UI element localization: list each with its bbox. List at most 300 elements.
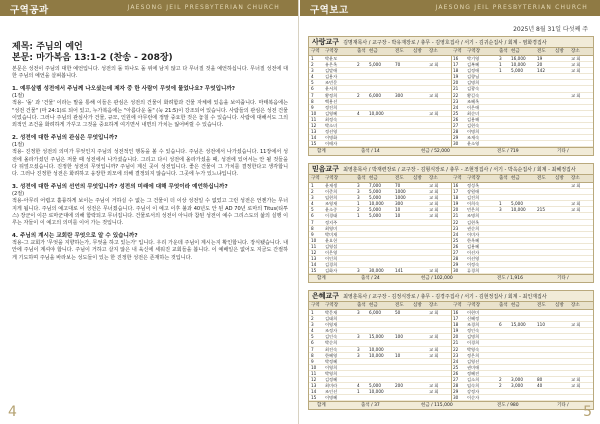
- table-cell: 박영숙: [467, 346, 480, 352]
- table-cell: 윤요헌: [325, 237, 338, 243]
- table-cell: 3: [311, 195, 314, 201]
- table-cell: 이영재: [325, 322, 338, 328]
- total-ev: 전도 / 719: [497, 149, 519, 155]
- table-cell: 최미라: [325, 383, 338, 389]
- table-cell: 박정혜: [325, 358, 338, 364]
- table-cell: 14: [311, 389, 317, 395]
- group-totals: [309, 274, 593, 282]
- table-cell: 이은영: [325, 250, 338, 256]
- right-church-name: JAESONG JEIL PRESBYTERIAN CHURCH: [435, 4, 588, 11]
- table-cell: 1: [357, 389, 360, 395]
- table-cell: 5,000: [369, 383, 381, 389]
- group-leaders: 김명재목사 / 교구장 - 박유재장로 / 총무 - 김영호집사 / 서기 - 김귀순집사 / 회계 - 염화경집사: [343, 40, 547, 46]
- table-cell: 4: [357, 383, 360, 389]
- table-cell: 4: [311, 328, 314, 334]
- table-cell: 12: [311, 377, 317, 383]
- column-header: 구역: [311, 176, 320, 181]
- table-cell: 김현숙: [467, 123, 480, 129]
- table-cell: 교 회: [429, 346, 439, 352]
- table-cell: 23: [453, 352, 459, 358]
- table-cell: 김정애: [467, 68, 480, 74]
- column-header: 헌금: [511, 303, 520, 308]
- table-divider: [451, 310, 452, 401]
- table-cell: 김용자: [325, 74, 338, 80]
- table-cell: 5,000: [511, 68, 523, 74]
- table-cell: 5,000: [369, 195, 381, 201]
- table-cell: 5,000: [369, 62, 381, 68]
- table-cell: 박문재: [325, 310, 338, 315]
- table-cell: 1000: [395, 195, 406, 201]
- left-church-name: JAESONG JEIL PRESBYTERIAN CHURCH: [127, 4, 280, 11]
- table-cell: 23: [453, 98, 459, 104]
- table-cell: 한혜영: [325, 352, 338, 358]
- table-cell: 3,000: [511, 377, 523, 383]
- table-cell: 교 회: [429, 195, 439, 201]
- table-cell: 백용선: [325, 98, 338, 104]
- table-cell: 김영혜: [325, 110, 338, 116]
- table-cell: 이명혜: [325, 395, 338, 401]
- table-cell: 4: [311, 201, 314, 207]
- table-cell: 21: [453, 340, 459, 346]
- table-cell: 김향님: [467, 74, 480, 80]
- table-cell: 29: [453, 262, 459, 268]
- column-header: 전도: [395, 176, 404, 181]
- group-name: 사랑교구: [312, 38, 340, 46]
- table-cell: 교 회: [429, 62, 439, 68]
- table-cell: 20: [537, 62, 543, 68]
- table-cell: 조인선: [325, 389, 338, 395]
- total-att: 출석 / 24: [361, 276, 380, 282]
- table-cell: 15: [311, 141, 317, 147]
- table-cell: 교 회: [429, 201, 439, 207]
- right-section-title: 구역보고: [310, 5, 349, 16]
- table-cell: 박영희: [325, 370, 338, 376]
- total-label: 합계: [317, 403, 326, 409]
- table-cell: 김경희: [325, 262, 338, 268]
- table-cell: 박소녀: [325, 123, 338, 129]
- table-cell: 교 회: [429, 183, 439, 188]
- table-cell: 10: [311, 110, 317, 116]
- table-cell: 10,000: [369, 346, 384, 352]
- table-cell: 3: [357, 346, 360, 352]
- right-page-report: [300, 0, 600, 424]
- table-cell: 김용해: [467, 116, 480, 122]
- table-cell: 10: [311, 364, 317, 370]
- group-name: 은혜교구: [312, 292, 340, 300]
- table-cell: 22: [453, 346, 459, 352]
- table-cell: 30: [453, 395, 459, 401]
- table-cell: 박순희: [325, 340, 338, 346]
- table-cell: 29: [453, 389, 459, 395]
- table-cell: 조민문: [325, 80, 338, 86]
- table-cell: 3,000: [511, 383, 523, 389]
- total-ev: 전도 / 980: [497, 403, 519, 409]
- table-cell: 정성옥: [467, 183, 480, 188]
- table-cell: 강정자: [467, 389, 480, 395]
- table-cell: 22: [453, 92, 459, 98]
- lesson-answer: 적용- 진정한 성전의 의미가 무엇인지 주님의 성전적인 행동을 볼 수 있습니다. 주님은 성전에서 나가셨습니다. 11장에서 성전에 올라가셨던 주님은 저물 때 성전에서 나가셨습니다. 그리고 다시 성전에 올라가셨을 때, 성전에 있어서는 안 될 것들을 다 뒤엎으셨습니다. 진정한 성전의 무엇입니까? 주님이 계신 곳이 성전입니다. 좋은 건물이 그 가치를 결정한다고 생각합니다. 그러나 진정한 성전은 화려하고 웅장한 외모에 의해 결정되지 않습니다. 그곳에 누가 있느냐입니다.: [12, 149, 288, 178]
- table-cell: 임숙희: [467, 383, 480, 389]
- total-off: 헌금 / 115,000: [421, 403, 453, 409]
- lesson-answer: 적용- '돌' 과 '건물' 이라는 말을 통해 이들은 관심은 성전의 건물이 화려함과 건물 자체에 있음을 보여줍니다. 마태복음에는 "성전 건물" (마 24:1)로 되어 있고, 누가복음에는 "아름다운 돌" (눅 21:5)이 강조되어 있습니다. 사람들의 관심은 성전 건물이었습니다. 그러나 주님의 관심사가 건물, 규모, 인원에 아무런에 정말 중요한 것은 놓칠 수 있습니다. 사람에 대해서도 그의 외적인 조건을 화려하게 가꾸고 그것을 중요하게 여기면서 내면의 가치는 잃어버릴 수 있습니다.: [12, 100, 289, 129]
- table-cell: 이순자: [467, 395, 480, 401]
- total-att: 출석 / 14: [361, 149, 380, 155]
- table-cell: 7: [311, 346, 314, 352]
- table-cell: 이미자: [467, 231, 480, 237]
- column-header: 전도: [395, 49, 404, 54]
- table-cell: 3: [311, 68, 314, 74]
- table-cell: 4: [311, 74, 314, 80]
- table-cell: 신혜정: [467, 316, 480, 322]
- table-cell: 3: [311, 322, 314, 328]
- table-cell: 200: [395, 383, 403, 389]
- table-cell: 10,000: [369, 389, 384, 395]
- table-cell: 19: [453, 74, 459, 80]
- lesson-verse-label: (1절): [12, 93, 25, 100]
- column-headers: [309, 302, 593, 310]
- table-cell: 3: [357, 310, 360, 315]
- table-cell: 3: [357, 183, 360, 188]
- table-cell: 교 회: [571, 201, 581, 207]
- column-header: 심방: [413, 49, 422, 54]
- table-cell: 80: [537, 377, 543, 383]
- lesson-title: 제목: 주님의 예언: [12, 42, 83, 52]
- table-cell: 교 회: [429, 213, 439, 219]
- table-cell: 정인숙: [467, 328, 480, 334]
- table-cell: 이정숙: [467, 262, 480, 268]
- report-date: 2025년 8월 31일 다섯째 주: [513, 26, 588, 33]
- table-cell: 7: [311, 219, 314, 225]
- column-header: 심방: [413, 176, 422, 181]
- lesson-verse-label: (2절): [12, 191, 25, 198]
- table-cell: 이경태: [325, 213, 338, 219]
- table-cell: 16: [453, 183, 459, 188]
- table-cell: 10: [395, 213, 401, 219]
- table-cell: 70: [395, 62, 401, 68]
- left-page-lesson: [0, 0, 299, 424]
- table-cell: 300: [395, 92, 403, 98]
- table-cell: 1: [357, 213, 360, 219]
- table-cell: 권순희: [467, 225, 480, 231]
- table-cell: 교 회: [429, 334, 439, 340]
- table-cell: 11: [311, 243, 317, 249]
- total-off: 헌금 / 102,000: [421, 276, 453, 282]
- column-header: 헌금: [369, 303, 378, 308]
- column-header: 장소: [571, 176, 580, 181]
- column-header: 구역: [453, 49, 462, 54]
- table-cell: 3: [499, 207, 502, 213]
- column-header: 구역: [453, 176, 462, 181]
- table-cell: 교 회: [429, 92, 439, 98]
- table-cell: 1000: [395, 189, 406, 195]
- table-cell: 18: [453, 68, 459, 74]
- right-banner: [300, 0, 600, 16]
- column-header: 장소: [571, 49, 580, 54]
- table-cell: 1: [311, 310, 314, 315]
- column-header: 전도: [395, 303, 404, 308]
- table-cell: 조재숙: [467, 135, 480, 141]
- table-cell: 조혜옥: [467, 98, 480, 104]
- column-header: 심방: [555, 49, 564, 54]
- table-cell: 윤소영: [467, 141, 480, 147]
- table-cell: 김인숙: [325, 334, 338, 340]
- table-cell: 교 회: [429, 389, 439, 395]
- table-cell: 8: [311, 352, 314, 358]
- table-cell: 김소희: [467, 377, 480, 383]
- table-cell: 10,000: [369, 110, 384, 116]
- table-cell: 1: [311, 183, 314, 188]
- total-etc: 기타 /: [557, 403, 569, 409]
- column-header: 구역: [311, 303, 320, 308]
- total-label: 합계: [317, 276, 326, 282]
- table-cell: 17: [453, 316, 459, 322]
- table-cell: 정진희: [325, 104, 338, 110]
- total-etc: 기타 /: [557, 149, 569, 155]
- table-cell: 교 회: [429, 383, 439, 389]
- table-cell: 7: [311, 92, 314, 98]
- table-cell: 교 회: [429, 268, 439, 274]
- table-cell: 이희숙: [467, 201, 480, 207]
- table-cell: 조경희: [467, 322, 480, 328]
- table-cell: 8: [311, 225, 314, 231]
- table-cell: 이인희: [325, 256, 338, 262]
- column-header: 전도: [537, 303, 546, 308]
- table-cell: 최영미: [325, 225, 338, 231]
- table-cell: 10: [395, 207, 401, 213]
- table-cell: 김진희: [467, 195, 480, 201]
- table-cell: 5,000: [369, 213, 381, 219]
- table-cell: 11: [311, 370, 317, 376]
- table-cell: 10,000: [369, 352, 384, 358]
- column-header: 헌금: [369, 49, 378, 54]
- lesson-question: 3. 성전에 대한 주님의 선언의 무엇입니까? 성전의 미래에 대해 무엇이라 예언하십니까?: [12, 183, 228, 190]
- table-divider: [451, 56, 452, 147]
- table-cell: 25: [453, 237, 459, 243]
- table-cell: 17: [453, 189, 459, 195]
- table-cell: 이명희: [467, 129, 480, 135]
- table-cell: 10: [395, 352, 401, 358]
- table-cell: 15: [311, 268, 317, 274]
- table-cell: 최순녀: [467, 110, 480, 116]
- column-header: 구역: [311, 49, 320, 54]
- table-divider: [451, 183, 452, 274]
- table-cell: 5: [311, 80, 314, 86]
- table-cell: 박기영: [467, 56, 480, 61]
- total-off: 헌금 / 52,000: [421, 149, 450, 155]
- table-cell: 교 회: [429, 352, 439, 358]
- table-cell: 정선영: [325, 129, 338, 135]
- group-rows: [309, 310, 593, 401]
- table-cell: 14: [311, 135, 317, 141]
- table-cell: 교 회: [571, 383, 581, 389]
- table-cell: 윤서희: [325, 86, 338, 92]
- table-cell: 29: [453, 135, 459, 141]
- table-cell: 최진숙: [325, 346, 338, 352]
- table-cell: 한옥혜: [467, 237, 480, 243]
- group-totals: [309, 147, 593, 155]
- table-cell: 40: [537, 383, 543, 389]
- table-cell: 10,000: [511, 207, 526, 213]
- table-cell: 김영선: [467, 358, 480, 364]
- lesson-verse-label: (1절): [12, 142, 25, 149]
- table-cell: 김화자: [325, 268, 338, 274]
- table-cell: 100: [395, 334, 403, 340]
- group-header: [309, 164, 593, 175]
- table-cell: 류경희: [467, 268, 480, 274]
- group-rows: [309, 183, 593, 274]
- group-totals: [309, 401, 593, 409]
- table-cell: 15: [311, 395, 317, 401]
- column-header: 출석: [357, 176, 366, 181]
- table-cell: 3: [357, 352, 360, 358]
- group-table: [308, 163, 594, 283]
- table-cell: 6,000: [369, 310, 381, 315]
- table-cell: 23: [453, 225, 459, 231]
- table-cell: 18: [453, 322, 459, 328]
- table-cell: 교 회: [571, 68, 581, 74]
- table-cell: 19: [453, 201, 459, 207]
- column-headers: [309, 48, 593, 56]
- table-cell: 12: [311, 123, 317, 129]
- table-cell: 26: [453, 243, 459, 249]
- column-header: 헌금: [511, 176, 520, 181]
- table-cell: 장원애: [467, 189, 480, 195]
- table-cell: 최정숙: [325, 116, 338, 122]
- table-cell: 15,000: [511, 322, 526, 328]
- table-cell: 3: [499, 56, 502, 61]
- table-cell: 6: [311, 213, 314, 219]
- total-att: 출석 / 37: [361, 403, 380, 409]
- table-cell: 이명화: [325, 135, 338, 141]
- table-cell: 300: [395, 201, 403, 207]
- group-table: [308, 290, 594, 410]
- table-cell: 교 회: [571, 92, 581, 98]
- column-header: 출석: [357, 303, 366, 308]
- table-cell: 2: [357, 207, 360, 213]
- table-cell: 8: [311, 98, 314, 104]
- table-cell: 이은애: [467, 104, 480, 110]
- table-cell: 30: [453, 268, 459, 274]
- group-table: [308, 36, 594, 156]
- table-cell: 정혜진: [467, 370, 480, 376]
- table-cell: 교 회: [571, 56, 581, 61]
- table-cell: 교 회: [571, 377, 581, 383]
- total-label: 합계: [317, 149, 326, 155]
- table-cell: 6: [311, 86, 314, 92]
- table-cell: 이영희: [325, 364, 338, 370]
- right-page-number: 5: [583, 404, 592, 420]
- table-cell: 18: [453, 195, 459, 201]
- table-cell: 15,000: [369, 334, 384, 340]
- table-cell: 정은희: [467, 352, 480, 358]
- left-banner: [0, 0, 298, 16]
- column-headers: [309, 175, 593, 183]
- group-header: [309, 37, 593, 48]
- group-leaders: 최영훈목사 / 박재련장로 / 교구장 - 김형식장로 / 총무 - 조현정집사 / 서기 - 박옥순집사 / 회계 - 최혜정집사: [343, 167, 576, 173]
- column-header: 구역장: [325, 303, 339, 308]
- table-cell: 10,000: [369, 201, 384, 207]
- column-header: 심방: [413, 303, 422, 308]
- table-cell: 정지주: [325, 219, 338, 225]
- table-cell: 3: [357, 189, 360, 195]
- table-cell: 13: [311, 383, 317, 389]
- table-cell: 김현옥: [467, 219, 480, 225]
- column-header: 구역장: [467, 303, 481, 308]
- table-cell: 교 회: [571, 183, 581, 188]
- table-cell: 2: [311, 189, 314, 195]
- table-cell: 조영재: [325, 201, 338, 207]
- table-cell: 24: [453, 231, 459, 237]
- column-header: 심방: [555, 176, 564, 181]
- table-cell: 2: [499, 377, 502, 383]
- column-header: 헌금: [511, 49, 520, 54]
- table-cell: 임현희: [325, 195, 338, 201]
- lesson-question: 1. 예루살렘 성전에서 주님께 나오셨는데 제자 중 한 사람이 무엇에 물었나요? 무엇입니까?: [12, 85, 236, 92]
- table-cell: 30,000: [369, 268, 384, 274]
- table-cell: 20: [453, 334, 459, 340]
- table-cell: 권미애: [467, 364, 480, 370]
- table-cell: 25: [453, 110, 459, 116]
- lesson-answer: 적용-아무리 어렵고 훌륭하게 보이는 주님이 거하실 수 없는 그 건물이 더 이상 성전일 수 없었고 그런 성전은 언젠가는 무너지게 됩니다. 주님의 예고대로 이 성전은 무너졌습니다. 주님이 이 예고 이후 불과 40년도 안 된 AD 70년 로마의 Titus(티투스) 장군이 이끈 로마군대에 의해 함락되고 무너집니다. 건물로서의 성전이 아니라 참된 성전이 예수 그리스도의 삶의 실행 이루는 자들이 이 예고의 의미를 이어 가는 것입니다.: [12, 198, 288, 227]
- table-cell: 9: [311, 104, 314, 110]
- table-cell: 6: [311, 340, 314, 346]
- table-cell: 박윤모: [325, 56, 338, 61]
- column-header: 헌금: [369, 176, 378, 181]
- table-cell: 김용혜: [467, 243, 480, 249]
- table-cell: 이현미: [467, 310, 480, 315]
- table-cell: 이경희: [467, 340, 480, 346]
- table-cell: 조정자: [325, 328, 338, 334]
- table-cell: 황길숙: [467, 92, 480, 98]
- table-cell: 5: [311, 207, 314, 213]
- table-cell: 24: [453, 104, 459, 110]
- table-cell: 교 회: [571, 322, 581, 328]
- table-cell: 14: [311, 262, 317, 268]
- table-cell: 28: [453, 256, 459, 262]
- table-cell: 조명희: [467, 213, 480, 219]
- column-header: 장소: [429, 303, 438, 308]
- table-cell: 1: [499, 68, 502, 74]
- lesson-intro: 본문은 성전이 주님의 대한 예언입니다. 성전의 돌 하나도 돌 위에 남지 않고 다 무너질 것을 예언하십니다. 무너질 성전에 대한 주님의 예언을 살펴봅니다.: [12, 66, 288, 80]
- table-cell: 교 회: [429, 189, 439, 195]
- table-cell: 20: [453, 207, 459, 213]
- column-header: 구역장: [467, 176, 481, 181]
- table-cell: 11: [311, 116, 317, 122]
- table-cell: 이선영: [467, 256, 480, 262]
- left-page-number: 4: [8, 404, 17, 420]
- table-cell: 3: [357, 268, 360, 274]
- table-cell: 윤소중: [325, 207, 338, 213]
- table-cell: 2: [499, 383, 502, 389]
- table-cell: 28: [453, 129, 459, 135]
- table-cell: 215: [537, 207, 545, 213]
- lesson-question: 2. 성전에 대한 주님의 관심은 무엇입니까?: [12, 134, 118, 141]
- table-cell: 1: [499, 201, 502, 207]
- table-cell: 16: [453, 56, 459, 61]
- table-cell: 김정혜: [325, 377, 338, 383]
- table-cell: 김복혜: [467, 62, 480, 68]
- table-cell: 교 회: [429, 310, 439, 315]
- table-cell: 12: [311, 250, 317, 256]
- column-header: 구역장: [325, 49, 339, 54]
- table-cell: 17: [453, 62, 459, 68]
- table-cell: 9: [311, 358, 314, 364]
- table-cell: 1: [499, 62, 502, 68]
- left-section-title: 구역공과: [10, 5, 49, 16]
- table-cell: 윤재생: [325, 183, 338, 188]
- table-cell: 13: [311, 129, 317, 135]
- group-name: 믿음교구: [312, 165, 340, 173]
